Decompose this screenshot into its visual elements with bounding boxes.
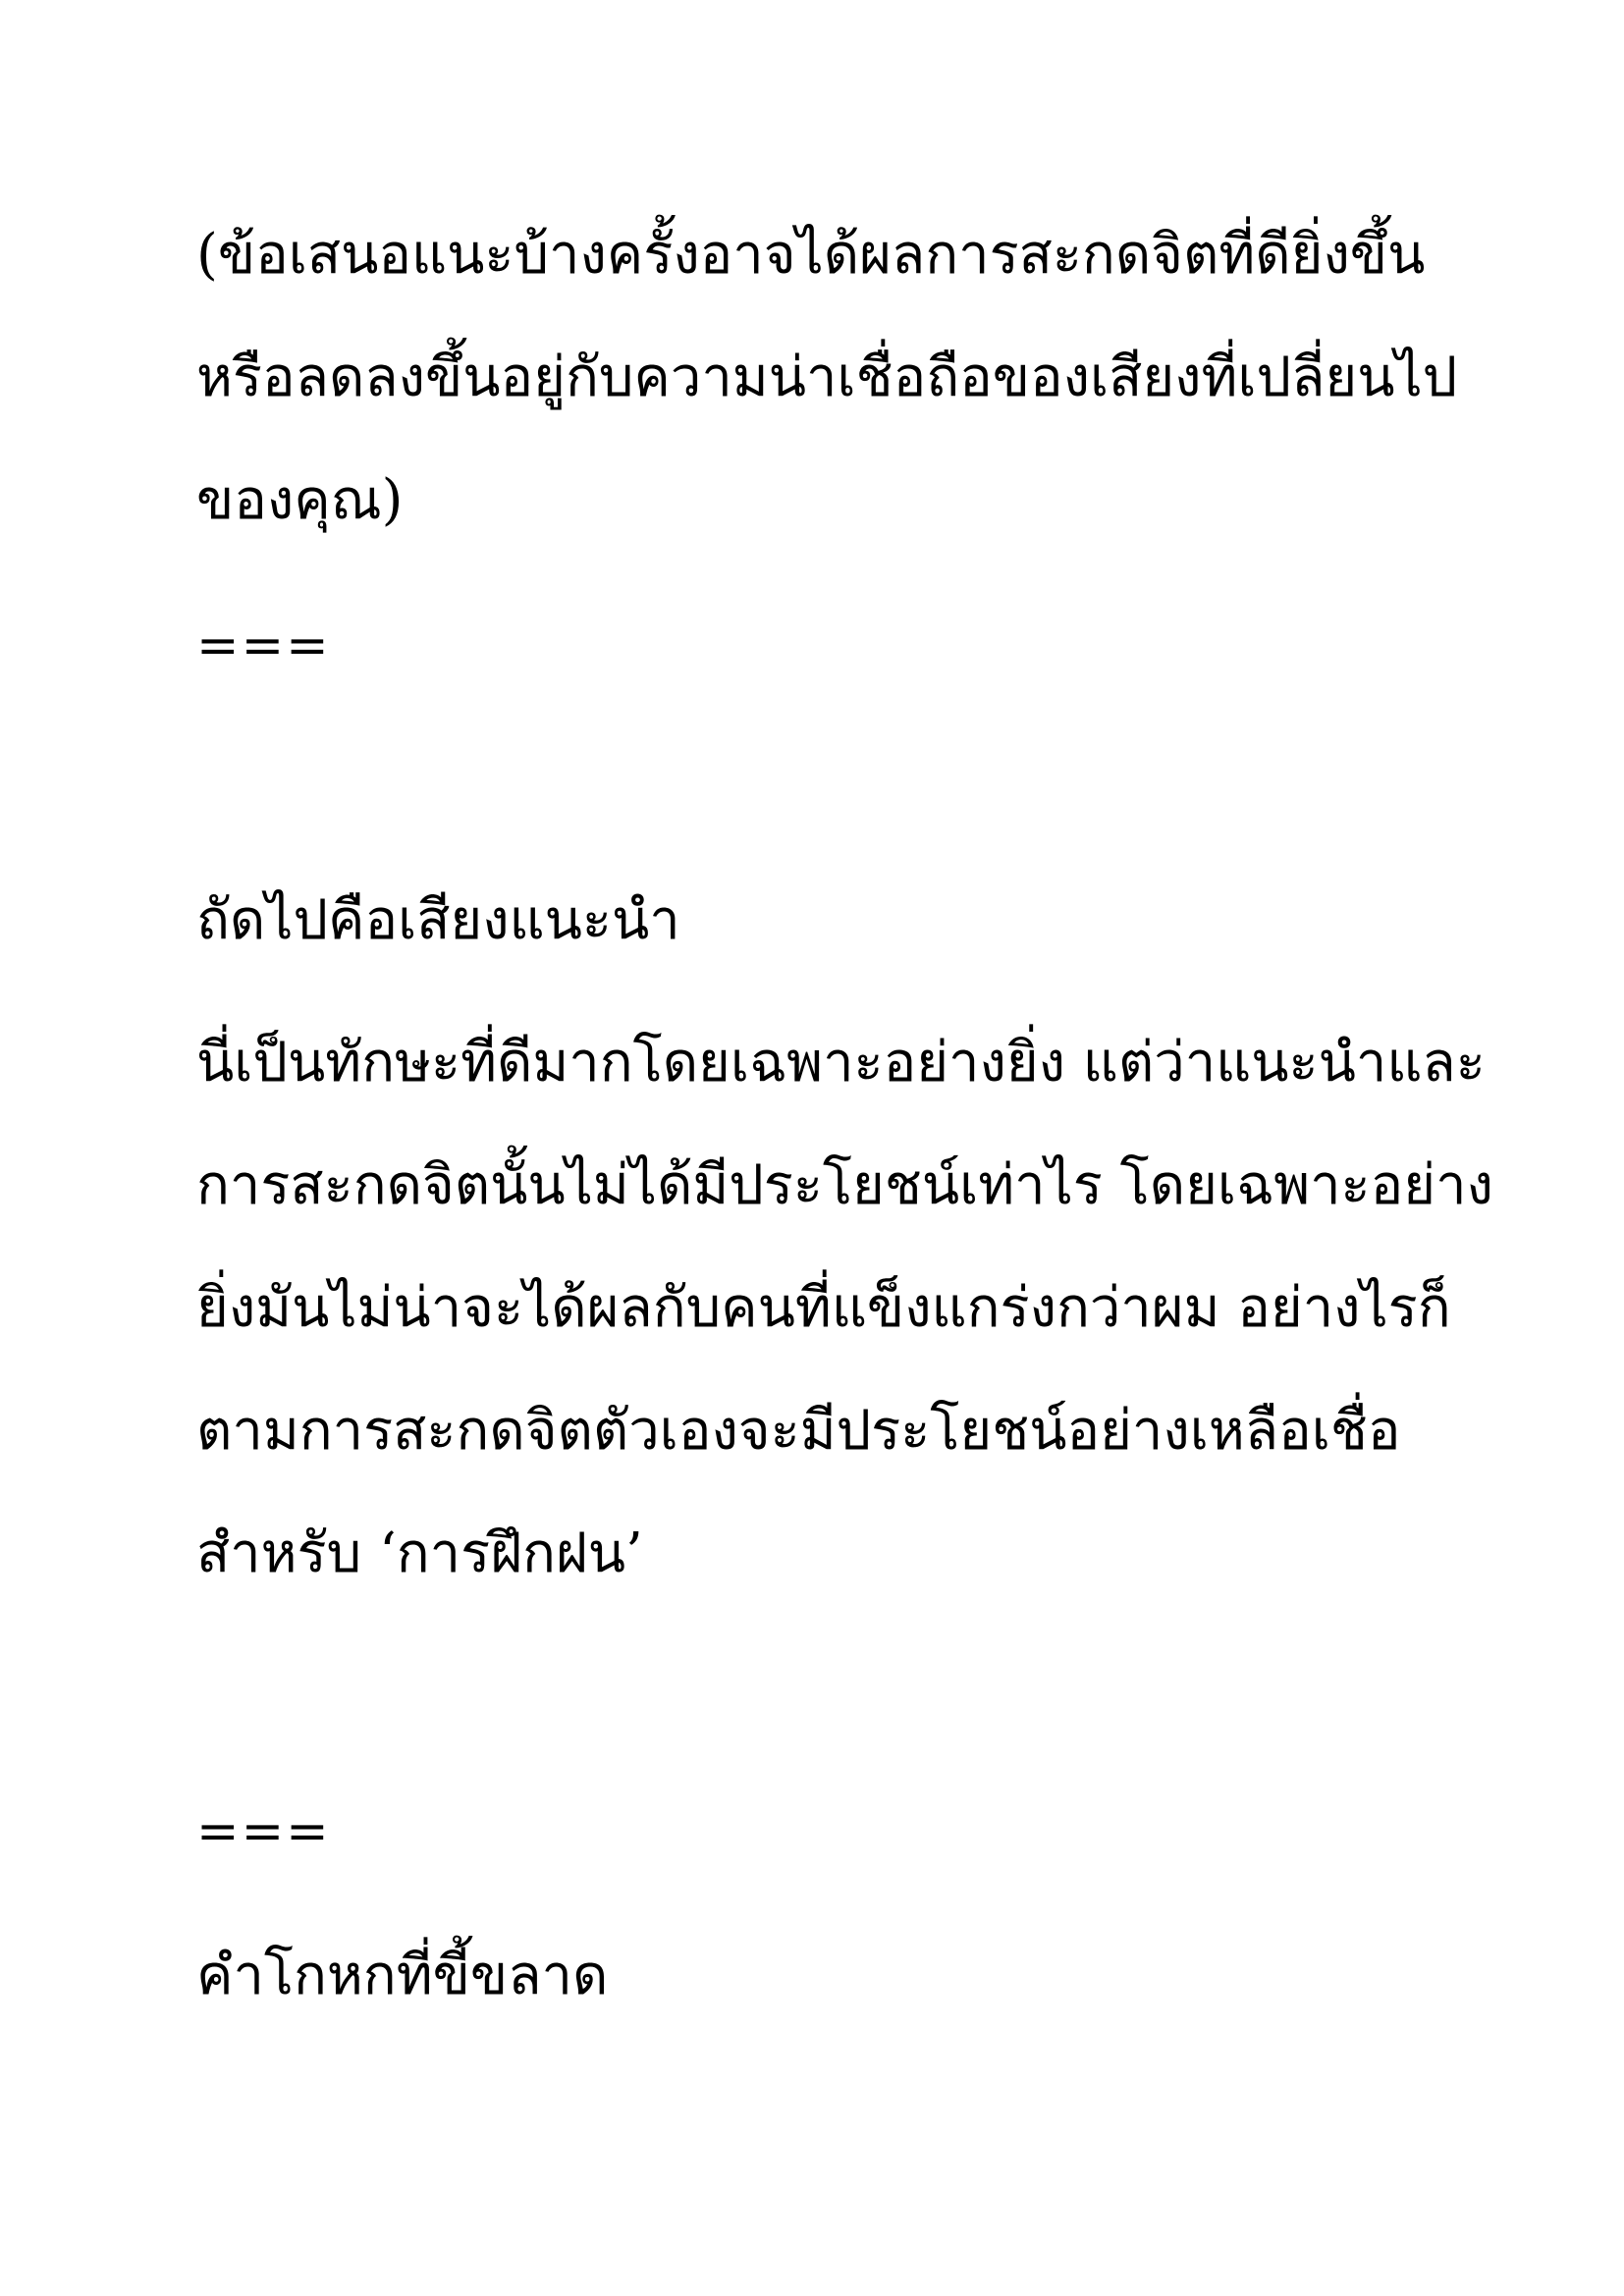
- paragraph-1-line-3: ของคุณ): [196, 468, 404, 532]
- paragraph-2-line-2: การสะกดจิตนั้นไม่ได้มีประโยชน์เท่าไร โดยเฉพาะอย่าง: [196, 1153, 1493, 1217]
- separator-2: ===: [196, 1802, 331, 1861]
- paragraph-2-line-1: นี่เป็นทักษะที่ดีมากโดยเฉพาะอย่างยิ่ง แต่ว่าแนะนำและ: [196, 1031, 1486, 1095]
- paragraph-1-line-2: หรือลดลงขึ้นอยู่กับความน่าเชื่อถือของเสียงที่เปลี่ยนไป: [196, 346, 1458, 409]
- heading-2: คำโกหกที่ขี้ขลาด: [196, 1944, 609, 2007]
- paragraph-1-line-1: (ข้อเสนอแนะบ้างครั้งอาจได้ผลการสะกดจิตที่ดียิ่งขึ้น: [196, 223, 1426, 287]
- separator-1: ===: [196, 616, 331, 675]
- paragraph-2-line-4: ตามการสะกดจิตตัวเองจะมีประโยชน์อย่างเหลือเชื่อ: [196, 1399, 1401, 1463]
- heading-1: ถัดไปคือเสียงแนะนำ: [196, 888, 680, 952]
- paragraph-2-line-5: สำหรับ ‘การฝึกฝน’: [196, 1522, 643, 1585]
- paragraph-2-line-3: ยิ่งมันไม่น่าจะได้ผลกับคนที่แข็งแกร่งกว่าผม อย่างไรก็: [196, 1276, 1451, 1340]
